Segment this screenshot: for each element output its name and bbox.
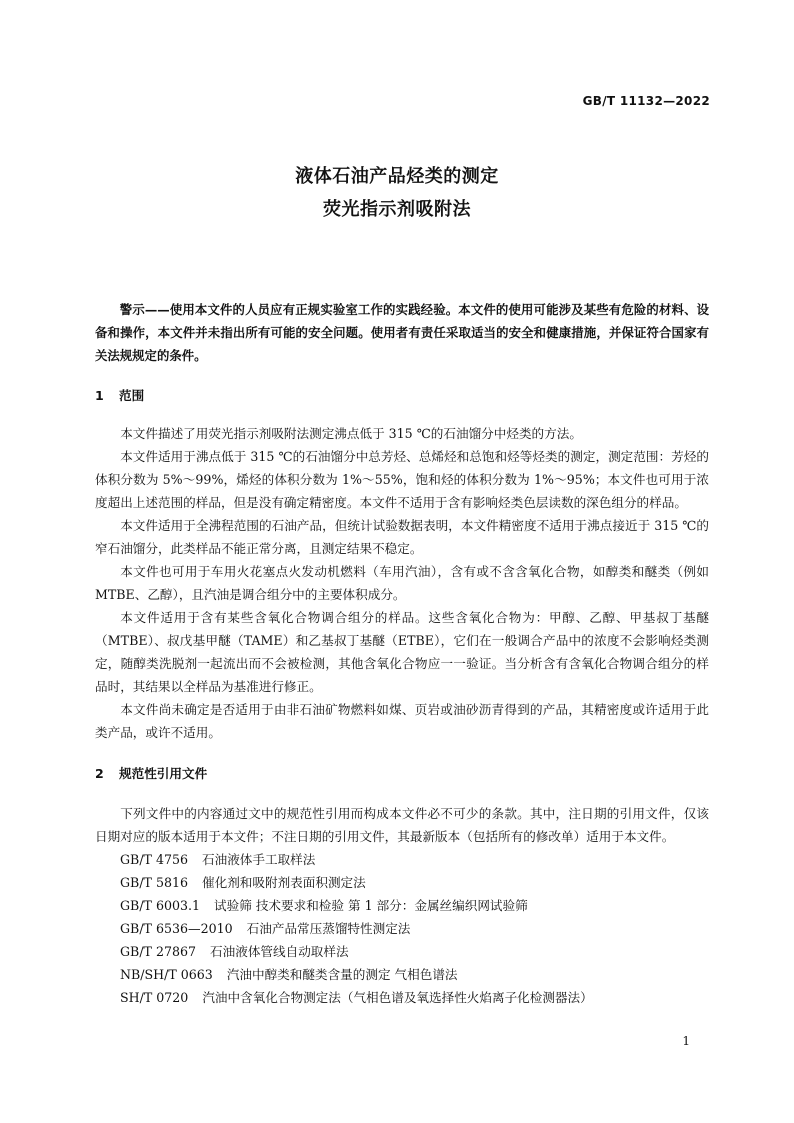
scope-paragraph: 本文件适用于沸点低于 315 ℃的石油馏分中总芳烃、总烯烃和总饱和烃等烃类的测定，测定范围：芳烃的体积分数为 5%～99%，烯烃的体积分数为 1%～55%，饱和烃的体积分数为 1%～95%；本文件也可用于浓度超出上述范围的样品，但是没有确定精密度。本文件不适用于含有影响烃类色层读数的深色组分的样品。 xyxy=(95,449,709,510)
reference-item xyxy=(95,917,709,940)
reference-item xyxy=(95,871,709,894)
page-number: 1 xyxy=(682,1034,690,1048)
scope-paragraph: 本文件适用于含有某些含氧化合物调合组分的样品。这些含氧化合物为：甲醇、乙醇、甲基叔丁基醚（MTBE）、叔戊基甲醚（TAME）和乙基叔丁基醚（ETBE），它们在一般调合产品中的浓度不会影响烃类测定，随醇类洗脱剂一起流出而不会被检测，其他含氧化合物应一一验证。当分析含有含氧化合物调合组分的样品时，其结果以全样品为基准进行修正。 xyxy=(95,610,709,694)
reference-item xyxy=(95,986,709,1009)
reference-code: NB/SH/T 0663 xyxy=(120,967,213,982)
reference-title: 催化剂和吸附剂表面积测定法 xyxy=(202,875,366,890)
document-title-line2: 荧光指示剂吸附法 xyxy=(323,199,471,220)
reference-code: GB/T 6536—2010 xyxy=(120,921,233,936)
reference-item xyxy=(95,940,709,963)
section-number: 1 xyxy=(95,388,104,403)
reference-title: 石油产品常压蒸馏特性测定法 xyxy=(246,921,411,936)
reference-code: SH/T 0720 xyxy=(120,990,189,1005)
scope-paragraph: 本文件也可用于车用火花塞点火发动机燃料（车用汽油），含有或不含含氧化合物，如醇类和醚类（例如 MTBE、乙醇），且汽油是调合组分中的主要体积成分。 xyxy=(95,564,709,602)
reference-title: 汽油中醇类和醚类含量的测定 气相色谱法 xyxy=(226,967,458,982)
reference-code: GB/T 5816 xyxy=(120,875,189,890)
reference-title: 汽油中含氧化合物测定法（气相色谱及氧选择性火焰离子化检测器法） xyxy=(202,990,593,1005)
reference-title: 石油液体管线自动取样法 xyxy=(210,944,349,959)
document-body xyxy=(95,298,709,1009)
reference-code: GB/T 4756 xyxy=(120,852,189,867)
document-title-line1: 液体石油产品烃类的测定 xyxy=(295,166,499,187)
section-number: 2 xyxy=(95,766,104,781)
reference-item xyxy=(95,894,709,917)
reference-title: 石油液体手工取样法 xyxy=(202,852,316,867)
reference-code: GB/T 27867 xyxy=(120,944,197,959)
reference-item xyxy=(95,848,709,871)
section-title: 范围 xyxy=(119,388,145,403)
reference-item xyxy=(95,963,709,986)
scope-paragraph: 本文件描述了用荧光指示剂吸附法测定沸点低于 315 ℃的石油馏分中烃类的方法。 xyxy=(120,426,582,441)
reference-title: 试验筛 技术要求和检验 第 1 部分：金属丝编织网试验筛 xyxy=(214,898,528,913)
references-intro: 下列文件中的内容通过文中的规范性引用而构成本文件必不可少的条款。其中，注日期的引用文件，仅该日期对应的版本适用于本文件；不注日期的引用文件，其最新版本（包括所有的修改单）适用于本文件。 xyxy=(95,806,709,844)
scope-paragraph: 本文件适用于全沸程范围的石油产品，但统计试验数据表明，本文件精密度不适用于沸点接近于 315 ℃的窄石油馏分，此类样品不能正常分离，且测定结果不稳定。 xyxy=(95,518,709,556)
reference-code: GB/T 6003.1 xyxy=(120,898,201,913)
scope-paragraph: 本文件尚未确定是否适用于由非石油矿物燃料如煤、页岩或油砂沥青得到的产品，其精密度或许适用于此类产品，或许不适用。 xyxy=(95,702,709,740)
warning-paragraph: 警示——使用本文件的人员应有正规实验室工作的实践经验。本文件的使用可能涉及某些有危险的材料、设备和操作，本文件并未指出所有可能的安全问题。使用者有责任采取适当的安全和健康措施，并保证符合国家有关法规规定的条件。 xyxy=(95,302,709,363)
standard-code: GB/T 11132—2022 xyxy=(582,94,710,108)
section-1-heading xyxy=(95,386,709,406)
section-title: 规范性引用文件 xyxy=(119,766,208,781)
section-2-heading xyxy=(95,764,709,784)
